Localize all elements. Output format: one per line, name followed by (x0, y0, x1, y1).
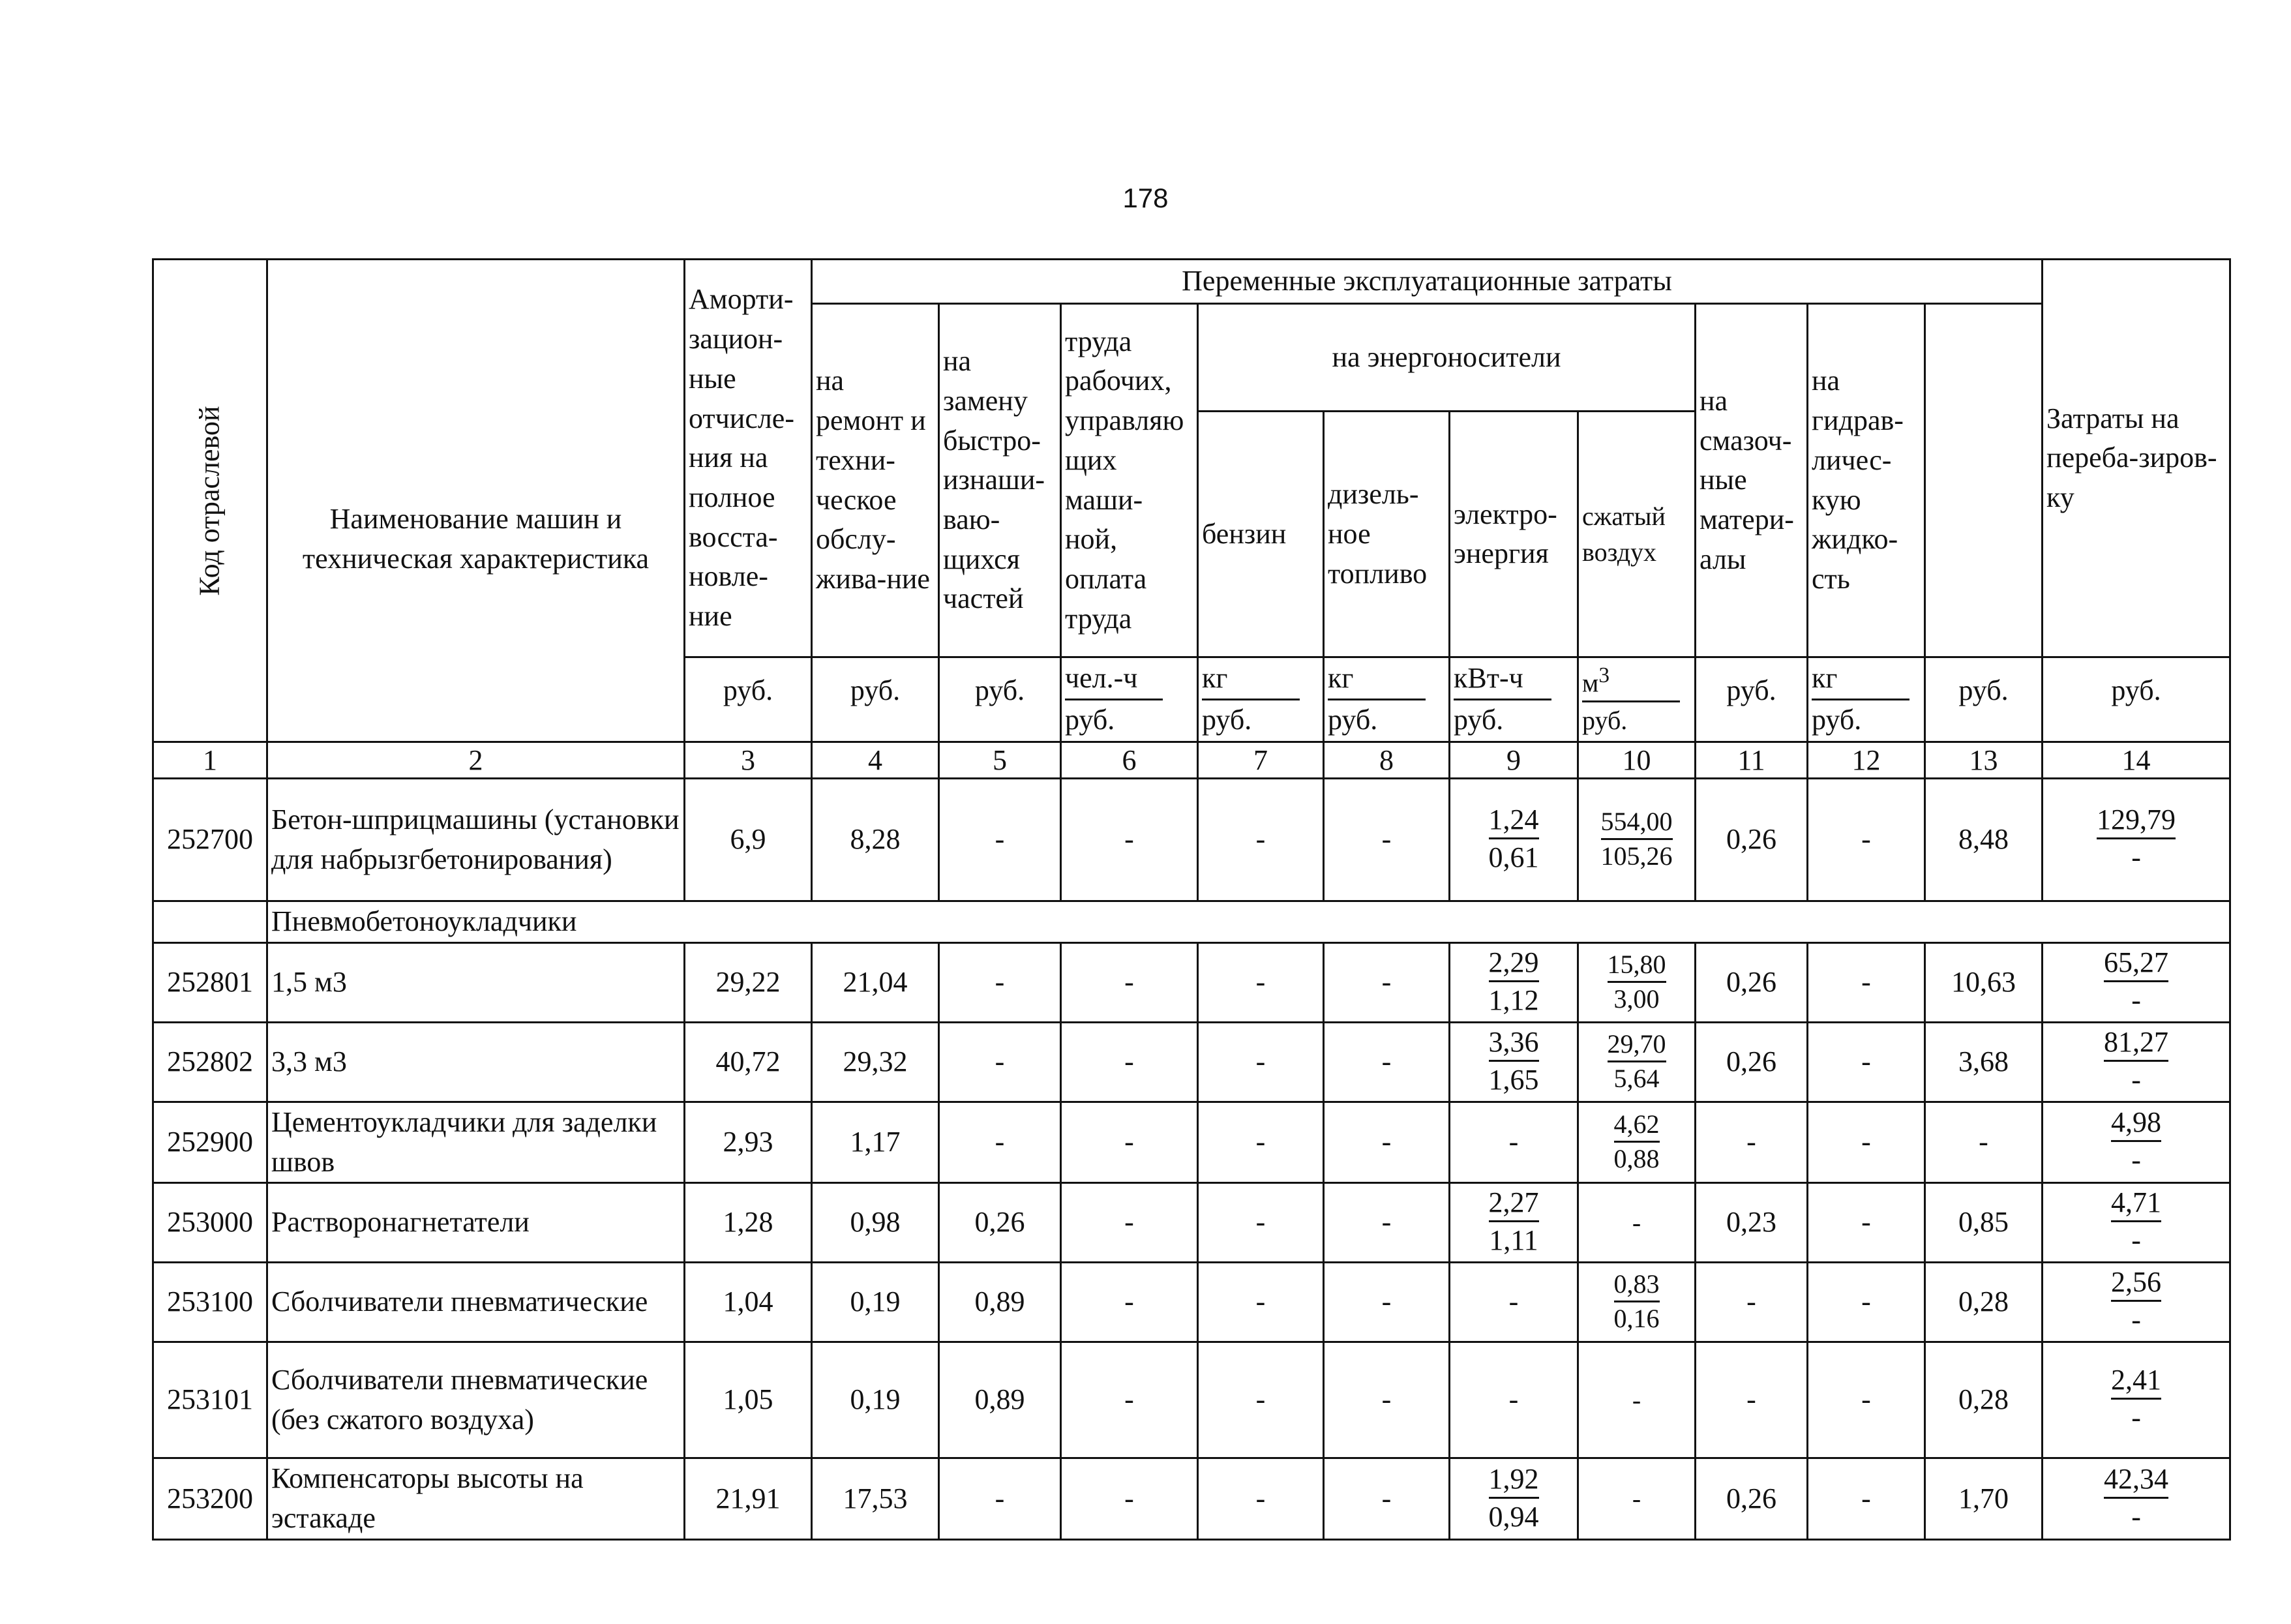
row-code: 252802 (153, 1022, 267, 1102)
column-number: 10 (1578, 742, 1696, 779)
header-repair: на ремонт и техни-ческое обслу-жива-ние (812, 304, 939, 657)
row-code: 252700 (153, 779, 267, 901)
cell-diesel: - (1324, 942, 1450, 1022)
cell-amort: 1,05 (685, 1342, 812, 1458)
cell-petrol: - (1198, 1342, 1324, 1458)
cell-air: - (1578, 1183, 1696, 1263)
cell-repair: 0,98 (812, 1183, 939, 1263)
cell-petrol: - (1198, 1263, 1324, 1342)
table-row (153, 1263, 2230, 1342)
column-number: 7 (1198, 742, 1324, 779)
cell-lubricants: 0,26 (1696, 1022, 1808, 1102)
cell-estimate: $\frac{65,27}{-}$ (2043, 942, 2230, 1022)
cell-amort: 2,93 (685, 1102, 812, 1182)
cell-amort: 1,28 (685, 1183, 812, 1263)
column-number: 14 (2043, 742, 2230, 779)
column-number: 2 (267, 742, 685, 779)
cell-electric: - (1450, 1263, 1578, 1342)
row-name: Бетон-шприцмашины (установки для набрызгбетонирования) (267, 779, 685, 901)
cell-repair: 29,32 (812, 1022, 939, 1102)
table-row (153, 1183, 2230, 1263)
cell-transfer: 0,85 (1925, 1183, 2043, 1263)
cell-labor: - (1061, 1183, 1198, 1263)
row-code: 253100 (153, 1263, 267, 1342)
cell-repair: 21,04 (812, 942, 939, 1022)
cell-labor: - (1061, 779, 1198, 901)
column-number: 3 (685, 742, 812, 779)
cell-repair: 8,28 (812, 779, 939, 901)
unit-diesel: кг руб. (1324, 657, 1450, 742)
cell-hydraulic: - (1808, 779, 1925, 901)
group-code-empty (153, 901, 267, 943)
cell-hydraulic: - (1808, 942, 1925, 1022)
cell-electric: $\frac{1,24}{0,61}$ (1450, 779, 1578, 901)
cell-repair: 0,19 (812, 1342, 939, 1458)
header-lubricants: на смазоч-ные матери-алы (1696, 304, 1808, 657)
cell-replace: 0,89 (939, 1263, 1061, 1342)
column-number: 12 (1808, 742, 1925, 779)
cell-amort: 6,9 (685, 779, 812, 901)
row-code: 252900 (153, 1102, 267, 1182)
column-number: 9 (1450, 742, 1578, 779)
row-name: 3,3 м3 (267, 1022, 685, 1102)
unit-repair: руб. (812, 657, 939, 742)
cell-air: - (1578, 1342, 1696, 1458)
cell-diesel: - (1324, 1458, 1450, 1539)
column-number: 13 (1925, 742, 2043, 779)
cell-air: $\frac{15,80}{3,00}$ (1578, 942, 1696, 1022)
header-variable-costs: Переменные эксплуатационные затраты (812, 260, 2043, 304)
cell-petrol: - (1198, 1022, 1324, 1102)
header-labor: труда рабочих, управляю щих маши-ной, оплата труда (1061, 304, 1198, 657)
column-number: 1 (153, 742, 267, 779)
unit-lubricants: руб. (1696, 657, 1808, 742)
table-row (153, 779, 2230, 901)
row-code: 253000 (153, 1183, 267, 1263)
column-number: 11 (1696, 742, 1808, 779)
cell-transfer: 1,70 (1925, 1458, 2043, 1539)
cell-lubricants: - (1696, 1102, 1808, 1182)
cell-estimate: $\frac{4,98}{-}$ (2043, 1102, 2230, 1182)
unit-air: $м^3$ руб. (1578, 657, 1696, 742)
machine-cost-table (152, 258, 2231, 1541)
cell-petrol: - (1198, 942, 1324, 1022)
unit-replace: руб. (939, 657, 1061, 742)
cell-diesel: - (1324, 1102, 1450, 1182)
cell-hydraulic: - (1808, 1458, 1925, 1539)
cell-lubricants: 0,26 (1696, 1458, 1808, 1539)
cell-labor: - (1061, 1342, 1198, 1458)
cell-air: $\frac{0,83}{0,16}$ (1578, 1263, 1696, 1342)
cell-diesel: - (1324, 1263, 1450, 1342)
cell-diesel: - (1324, 1022, 1450, 1102)
cell-hydraulic: - (1808, 1342, 1925, 1458)
cell-replace: - (939, 942, 1061, 1022)
header-diesel: дизель-ное топливо (1324, 412, 1450, 657)
table-row (153, 942, 2230, 1022)
cell-diesel: - (1324, 779, 1450, 901)
cell-amort: 1,04 (685, 1263, 812, 1342)
cell-petrol: - (1198, 779, 1324, 901)
cell-transfer: - (1925, 1102, 2043, 1182)
page-number: 178 (1122, 183, 1169, 213)
unit-transfer: руб. (1925, 657, 2043, 742)
unit-estimate: руб. (2043, 657, 2230, 742)
cell-replace: 0,89 (939, 1342, 1061, 1458)
cell-transfer: 10,63 (1925, 942, 2043, 1022)
cell-air: $\frac{29,70}{5,64}$ (1578, 1022, 1696, 1102)
cell-electric: $\frac{2,29}{1,12}$ (1450, 942, 1578, 1022)
cell-lubricants: 0,23 (1696, 1183, 1808, 1263)
row-name: Компенсаторы высоты на эстакаде (267, 1458, 685, 1539)
cell-electric: - (1450, 1342, 1578, 1458)
column-number-row (153, 742, 2230, 779)
cell-petrol: - (1198, 1458, 1324, 1539)
cell-amort: 29,22 (685, 942, 812, 1022)
header-transfer: Затраты на переба-зиров-ку (2043, 260, 2230, 657)
cell-labor: - (1061, 1102, 1198, 1182)
row-name: 1,5 м3 (267, 942, 685, 1022)
group-title: Пневмобетоноукладчики (267, 901, 2230, 943)
cell-electric: - (1450, 1102, 1578, 1182)
header-amortization: Аморти-зацион-ные отчисле-ния на полное восста-новле-ние (685, 260, 812, 657)
cell-hydraulic: - (1808, 1102, 1925, 1182)
cell-replace: - (939, 1022, 1061, 1102)
header-energy: на энергоносители (1198, 304, 1696, 412)
cell-replace: 0,26 (939, 1183, 1061, 1263)
cell-electric: $\frac{1,92}{0,94}$ (1450, 1458, 1578, 1539)
header-hydraulic: на гидрав-личес-кую жидко-сть (1808, 304, 1925, 657)
cell-repair: 1,17 (812, 1102, 939, 1182)
cell-replace: - (939, 1458, 1061, 1539)
header-electric: электро-энергия (1450, 412, 1578, 657)
cell-petrol: - (1198, 1102, 1324, 1182)
cell-transfer: 0,28 (1925, 1263, 2043, 1342)
row-name: Сболчиватели пневматические (267, 1263, 685, 1342)
cell-lubricants: 0,26 (1696, 779, 1808, 901)
cell-lubricants: - (1696, 1342, 1808, 1458)
cell-transfer: 3,68 (1925, 1022, 2043, 1102)
cell-estimate: $\frac{4,71}{-}$ (2043, 1183, 2230, 1263)
cell-labor: - (1061, 942, 1198, 1022)
column-number: 5 (939, 742, 1061, 779)
header-air: сжатый воздух (1578, 412, 1696, 657)
table-row (153, 1342, 2230, 1458)
row-name: Сболчиватели пневматические (без сжатого воздуха) (267, 1342, 685, 1458)
table-row (153, 1022, 2230, 1102)
table-row (153, 1102, 2230, 1182)
cell-diesel: - (1324, 1183, 1450, 1263)
cell-petrol: - (1198, 1183, 1324, 1263)
column-number: 8 (1324, 742, 1450, 779)
cell-amort: 40,72 (685, 1022, 812, 1102)
cell-lubricants: 0,26 (1696, 942, 1808, 1022)
cell-electric: $\frac{3,36}{1,65}$ (1450, 1022, 1578, 1102)
row-name: Растворонагнетатели (267, 1183, 685, 1263)
cell-air: - (1578, 1458, 1696, 1539)
cell-hydraulic: - (1808, 1263, 1925, 1342)
cell-air: $\frac{554,00}{105,26}$ (1578, 779, 1696, 901)
cell-estimate: $\frac{129,79}{-}$ (2043, 779, 2230, 901)
cell-amort: 21,91 (685, 1458, 812, 1539)
cell-replace: - (939, 779, 1061, 901)
cell-estimate: $\frac{81,27}{-}$ (2043, 1022, 2230, 1102)
cell-labor: - (1061, 1263, 1198, 1342)
cell-estimate: $\frac{2,41}{-}$ (2043, 1342, 2230, 1458)
header-name: Наименование машин и техническая характеристика (267, 260, 685, 742)
group-row (153, 901, 2230, 943)
row-code: 253101 (153, 1342, 267, 1458)
row-name: Цементоукладчики для заделки швов (267, 1102, 685, 1182)
cell-lubricants: - (1696, 1263, 1808, 1342)
column-number: 6 (1061, 742, 1198, 779)
unit-labor: чел.-ч руб. (1061, 657, 1198, 742)
table-row (153, 1458, 2230, 1539)
cell-transfer: 8,48 (1925, 779, 2043, 901)
row-code: 253200 (153, 1458, 267, 1539)
cell-hydraulic: - (1808, 1183, 1925, 1263)
cell-electric: $\frac{2,27}{1,11}$ (1450, 1183, 1578, 1263)
cell-estimate: $\frac{42,34}{-}$ (2043, 1458, 2230, 1539)
cell-diesel: - (1324, 1342, 1450, 1458)
unit-amort: руб. (685, 657, 812, 742)
header-row (153, 260, 2230, 304)
header-replace: на замену быстро-изнаши-ваю-щихся частей (939, 304, 1061, 657)
header-code: Код отраслевой (153, 260, 267, 742)
cell-air: $\frac{4,62}{0,88}$ (1578, 1102, 1696, 1182)
row-code: 252801 (153, 942, 267, 1022)
cell-hydraulic: - (1808, 1022, 1925, 1102)
unit-petrol: кг руб. (1198, 657, 1324, 742)
unit-electric: кВт-ч руб. (1450, 657, 1578, 742)
cell-repair: 17,53 (812, 1458, 939, 1539)
cell-repair: 0,19 (812, 1263, 939, 1342)
cell-labor: - (1061, 1022, 1198, 1102)
unit-hydraulic: кг руб. (1808, 657, 1925, 742)
cell-estimate: $\frac{2,56}{-}$ (2043, 1263, 2230, 1342)
cell-labor: - (1061, 1458, 1198, 1539)
column-number: 4 (812, 742, 939, 779)
header-petrol: бензин (1198, 412, 1324, 657)
cell-replace: - (939, 1102, 1061, 1182)
cell-transfer: 0,28 (1925, 1342, 2043, 1458)
